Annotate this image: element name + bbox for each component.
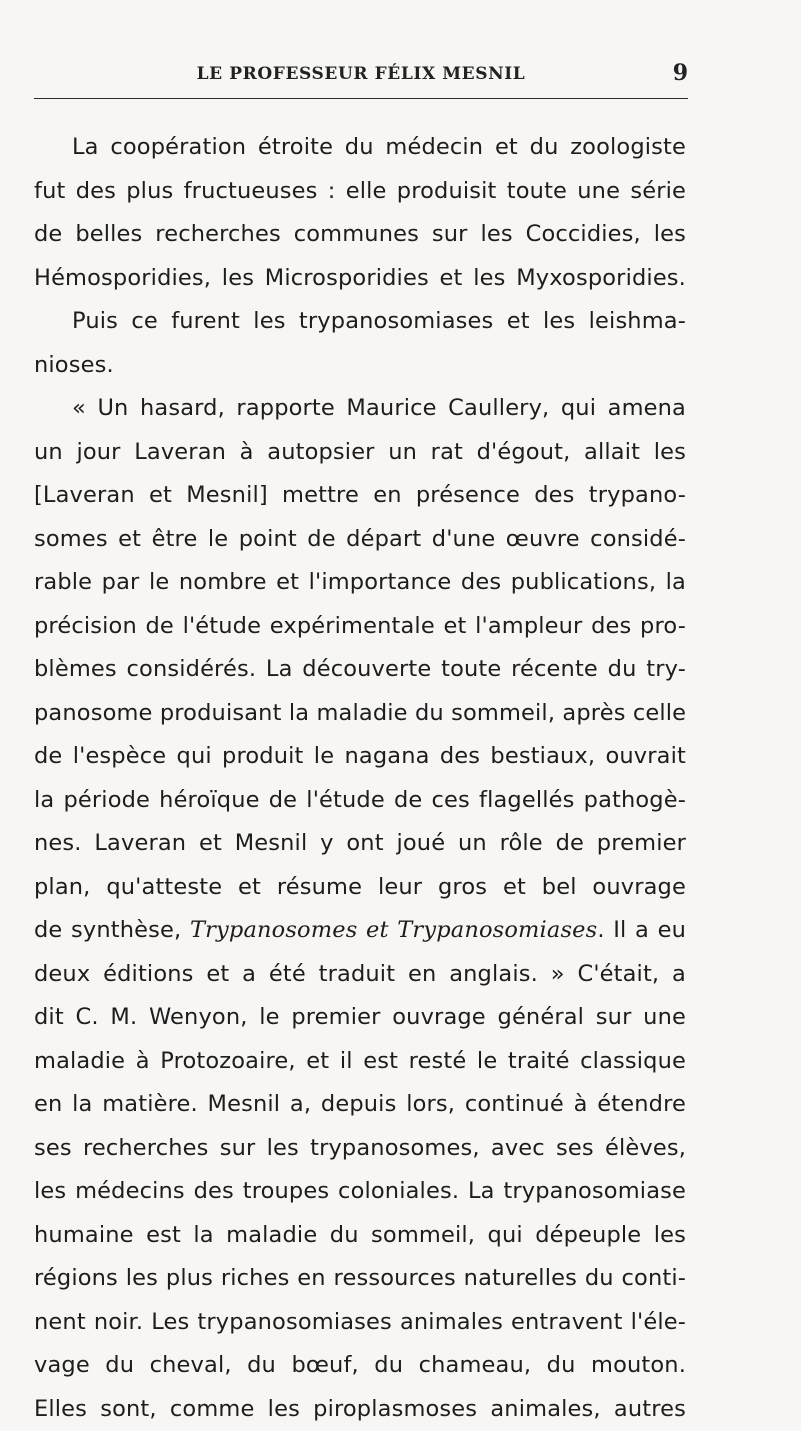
running-title: LE PROFESSEUR FÉLIX MESNIL — [34, 64, 688, 84]
text-line: somes et être le point de départ d'une œuvre considé- — [34, 518, 686, 562]
text-line: ses recherches sur les trypanosomes, avec ses élèves, — [34, 1127, 686, 1171]
text-line: « Un hasard, rapporte Maurice Caullery, qui amena — [34, 387, 686, 431]
text-line: régions les plus riches en ressources naturelles du conti- — [34, 1257, 686, 1301]
text-line: un jour Laveran à autopsier un rat d'égout, allait les — [34, 431, 686, 475]
page-number: 9 — [673, 60, 688, 86]
text-line: deux éditions et a été traduit en anglais. » C'était, a — [34, 953, 686, 997]
text-line: vage du cheval, du bœuf, du chameau, du mouton. — [34, 1344, 686, 1388]
text-line: nes. Laveran et Mesnil y ont joué un rôle de premier — [34, 822, 686, 866]
text-line: dit C. M. Wenyon, le premier ouvrage général sur une — [34, 996, 686, 1040]
text-line: [Laveran et Mesnil] mettre en présence des trypano- — [34, 474, 686, 518]
text-line: maladie à Protozoaire, et il est resté le traité classique — [34, 1040, 686, 1084]
page-header — [34, 58, 688, 99]
text-line: nent noir. Les trypanosomiases animales entravent l'éle- — [34, 1301, 686, 1345]
text-line: de belles recherches communes sur les Coccidies, les — [34, 213, 686, 257]
text-line: la période héroïque de l'étude de ces flagellés pathogè- — [34, 779, 686, 823]
body-text — [34, 126, 686, 1431]
text-line: précision de l'étude expérimentale et l'ampleur des pro- — [34, 605, 686, 649]
text-line: fut des plus fructueuses : elle produisit toute une série — [34, 170, 686, 214]
text-line: blèmes considérés. La découverte toute récente du try- — [34, 648, 686, 692]
text-line: humaine est la maladie du sommeil, qui dépeuple les — [34, 1214, 686, 1258]
text-line: Hémosporidies, les Microsporidies et les Myxosporidies. — [34, 257, 686, 301]
book-title: Trypanosomes et Trypanosomiases — [190, 917, 597, 943]
text-line: de l'espèce qui produit le nagana des bestiaux, ouvrait — [34, 735, 686, 779]
text-line: les médecins des troupes coloniales. La trypanosomiase — [34, 1170, 686, 1214]
text-line: plan, qu'atteste et résume leur gros et bel ouvrage — [34, 866, 686, 910]
text-line: nioses. — [34, 344, 686, 388]
text-fragment: de synthèse, — [34, 917, 181, 943]
text-line-with-title — [34, 909, 686, 953]
text-line: panosome produisant la maladie du sommeil, après celle — [34, 692, 686, 736]
text-line: La coopération étroite du médecin et du zoologiste — [34, 126, 686, 170]
text-line: Puis ce furent les trypanosomiases et les leishma- — [34, 300, 686, 344]
text-line: Elles sont, comme les piroplasmoses animales, autres — [34, 1388, 686, 1431]
text-line: rable par le nombre et l'importance des publications, la — [34, 561, 686, 605]
text-line: en la matière. Mesnil a, depuis lors, continué à étendre — [34, 1083, 686, 1127]
text-fragment: . Il a eu — [597, 917, 686, 943]
